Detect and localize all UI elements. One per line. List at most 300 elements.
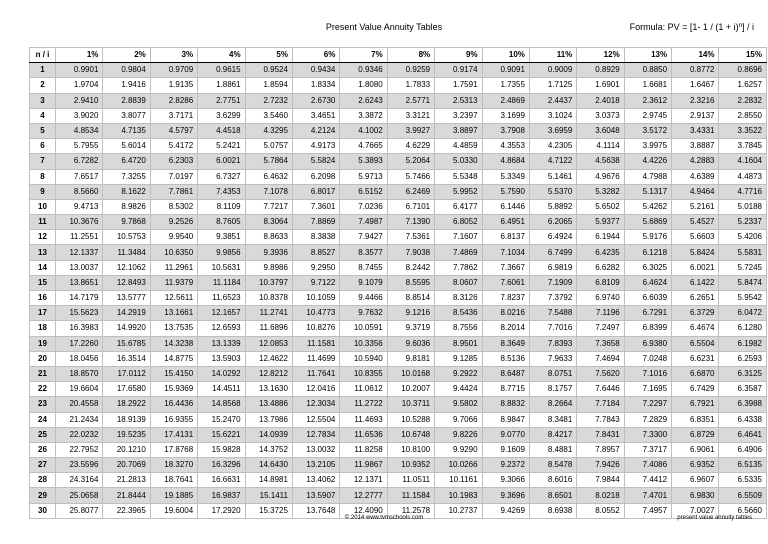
value-cell: 8.9847 xyxy=(482,412,529,427)
value-cell: 6.4906 xyxy=(719,442,767,457)
value-cell: 22.0232 xyxy=(56,427,103,442)
column-header: 10% xyxy=(482,48,529,63)
value-cell: 5.9713 xyxy=(340,169,387,184)
value-cell: 7.7184 xyxy=(577,397,624,412)
value-cell: 24.3164 xyxy=(56,473,103,488)
value-cell: 10.6748 xyxy=(387,427,434,442)
period-cell: 6 xyxy=(30,139,56,154)
value-cell: 19.6004 xyxy=(150,503,197,518)
period-cell: 19 xyxy=(30,336,56,351)
value-cell: 7.2829 xyxy=(624,412,671,427)
column-header: 4% xyxy=(198,48,245,63)
value-cell: 7.5488 xyxy=(529,306,576,321)
period-cell: 29 xyxy=(30,488,56,503)
value-cell: 6.9740 xyxy=(577,291,624,306)
value-cell: 7.5620 xyxy=(577,366,624,381)
value-cell: 0.9434 xyxy=(292,63,339,78)
value-cell: 18.3270 xyxy=(150,458,197,473)
value-cell: 8.3064 xyxy=(245,215,292,230)
value-cell: 9.8226 xyxy=(435,427,482,442)
table-row xyxy=(30,442,767,457)
value-cell: 4.1002 xyxy=(340,123,387,138)
value-cell: 3.6959 xyxy=(529,123,576,138)
value-cell: 8.5436 xyxy=(435,306,482,321)
value-cell: 1.8334 xyxy=(292,78,339,93)
value-cell: 4.2305 xyxy=(529,139,576,154)
value-cell: 12.8493 xyxy=(103,275,150,290)
table-header-row xyxy=(30,48,767,63)
table-row xyxy=(30,230,767,245)
value-cell: 0.9615 xyxy=(198,63,245,78)
value-cell: 2.9745 xyxy=(624,108,671,123)
footer-copyright: © 2014 www.tvmschools.com xyxy=(344,515,424,521)
value-cell: 11.1581 xyxy=(292,336,339,351)
value-cell: 9.9290 xyxy=(435,442,482,457)
value-cell: 16.3514 xyxy=(103,351,150,366)
value-cell: 3.9927 xyxy=(387,123,434,138)
value-cell: 3.9020 xyxy=(56,108,103,123)
value-cell: 17.4131 xyxy=(150,427,197,442)
value-cell: 2.2832 xyxy=(719,93,767,108)
period-cell: 15 xyxy=(30,275,56,290)
value-cell: 6.2303 xyxy=(150,154,197,169)
value-cell: 6.6870 xyxy=(672,366,719,381)
value-cell: 9.2922 xyxy=(435,366,482,381)
value-cell: 7.1016 xyxy=(624,366,671,381)
value-cell: 2.4437 xyxy=(529,93,576,108)
table-row xyxy=(30,321,767,336)
formula-prefix: Formula: PV = [1- 1 / (1 + i) xyxy=(629,22,739,32)
value-cell: 4.7122 xyxy=(529,154,576,169)
value-cell: 12.6593 xyxy=(198,321,245,336)
value-cell: 9.8986 xyxy=(245,260,292,275)
column-header: 2% xyxy=(103,48,150,63)
value-cell: 6.8017 xyxy=(292,184,339,199)
value-cell: 5.0757 xyxy=(245,139,292,154)
value-cell: 5.7864 xyxy=(245,154,292,169)
value-cell: 9.3066 xyxy=(482,473,529,488)
value-cell: 11.0511 xyxy=(387,473,434,488)
value-cell: 7.2497 xyxy=(577,321,624,336)
value-cell: 9.8181 xyxy=(387,351,434,366)
value-cell: 9.3696 xyxy=(482,488,529,503)
value-cell: 5.3349 xyxy=(482,169,529,184)
value-cell: 15.2470 xyxy=(198,412,245,427)
corner-header: n / i xyxy=(30,48,56,63)
value-cell: 9.2950 xyxy=(292,260,339,275)
value-cell: 13.1630 xyxy=(245,382,292,397)
value-cell: 7.3255 xyxy=(103,169,150,184)
table-row xyxy=(30,458,767,473)
table-row xyxy=(30,351,767,366)
value-cell: 9.4466 xyxy=(340,291,387,306)
value-cell: 25.8077 xyxy=(56,503,103,518)
value-cell: 0.9259 xyxy=(387,63,434,78)
value-cell: 3.1024 xyxy=(529,108,576,123)
value-cell: 4.4859 xyxy=(435,139,482,154)
value-cell: 4.8684 xyxy=(482,154,529,169)
value-cell: 9.3851 xyxy=(198,230,245,245)
table-row xyxy=(30,260,767,275)
value-cell: 0.8696 xyxy=(719,63,767,78)
value-cell: 15.9828 xyxy=(198,442,245,457)
value-cell: 6.0021 xyxy=(198,154,245,169)
value-cell: 4.5638 xyxy=(577,154,624,169)
value-cell: 3.5172 xyxy=(624,123,671,138)
value-cell: 7.1607 xyxy=(435,230,482,245)
value-cell: 0.9524 xyxy=(245,63,292,78)
value-cell: 0.9901 xyxy=(56,63,103,78)
value-cell: 5.0188 xyxy=(719,199,767,214)
value-cell: 6.3025 xyxy=(624,260,671,275)
value-cell: 9.4713 xyxy=(56,199,103,214)
column-header: 5% xyxy=(245,48,292,63)
value-cell: 7.7217 xyxy=(245,199,292,214)
value-cell: 6.5335 xyxy=(719,473,767,488)
value-cell: 7.7862 xyxy=(435,260,482,275)
period-cell: 13 xyxy=(30,245,56,260)
period-cell: 9 xyxy=(30,184,56,199)
value-cell: 6.9380 xyxy=(624,336,671,351)
value-cell: 2.4018 xyxy=(577,93,624,108)
value-cell: 10.2007 xyxy=(387,382,434,397)
value-cell: 3.9975 xyxy=(624,139,671,154)
value-cell: 6.4235 xyxy=(577,245,624,260)
value-cell: 19.1885 xyxy=(150,488,197,503)
value-cell: 6.2098 xyxy=(292,169,339,184)
value-cell: 1.9135 xyxy=(150,78,197,93)
value-cell: 6.5135 xyxy=(719,458,767,473)
value-cell: 10.3797 xyxy=(245,275,292,290)
value-cell: 12.0853 xyxy=(245,336,292,351)
value-cell: 7.1390 xyxy=(387,215,434,230)
annuity-table xyxy=(29,47,767,519)
table-row xyxy=(30,275,767,290)
value-cell: 15.4150 xyxy=(150,366,197,381)
value-cell: 11.1184 xyxy=(198,275,245,290)
value-cell: 5.8424 xyxy=(672,245,719,260)
value-cell: 0.9009 xyxy=(529,63,576,78)
formula-suffix: ] / i xyxy=(741,22,754,32)
value-cell: 15.1411 xyxy=(245,488,292,503)
value-cell: 9.7632 xyxy=(340,306,387,321)
value-cell: 11.6896 xyxy=(245,321,292,336)
page-title: Present Value Annuity Tables xyxy=(325,22,443,32)
value-cell: 8.8514 xyxy=(387,291,434,306)
value-cell: 10.1161 xyxy=(435,473,482,488)
column-header: 13% xyxy=(624,48,671,63)
value-cell: 10.9352 xyxy=(387,458,434,473)
value-cell: 1.6901 xyxy=(577,78,624,93)
value-cell: 6.4720 xyxy=(103,154,150,169)
value-cell: 8.6938 xyxy=(529,503,576,518)
value-cell: 4.7988 xyxy=(624,169,671,184)
value-cell: 13.4062 xyxy=(292,473,339,488)
value-cell: 11.8258 xyxy=(340,442,387,457)
table-row xyxy=(30,199,767,214)
column-header: 12% xyxy=(577,48,624,63)
value-cell: 11.0612 xyxy=(340,382,387,397)
value-cell: 7.7016 xyxy=(529,321,576,336)
value-cell: 7.4086 xyxy=(624,458,671,473)
value-cell: 19.6604 xyxy=(56,382,103,397)
value-cell: 6.7499 xyxy=(529,245,576,260)
value-cell: 9.1079 xyxy=(340,275,387,290)
value-cell: 4.9464 xyxy=(672,184,719,199)
value-cell: 5.7245 xyxy=(719,260,767,275)
value-cell: 6.5152 xyxy=(340,184,387,199)
value-cell: 4.4518 xyxy=(198,123,245,138)
column-header: 15% xyxy=(719,48,767,63)
value-cell: 10.1059 xyxy=(292,291,339,306)
value-cell: 2.5313 xyxy=(435,93,482,108)
value-cell: 10.4773 xyxy=(292,306,339,321)
value-cell: 7.7843 xyxy=(577,412,624,427)
value-cell: 8.7556 xyxy=(435,321,482,336)
value-cell: 5.8892 xyxy=(529,199,576,214)
value-cell: 6.8399 xyxy=(624,321,671,336)
value-cell: 3.7171 xyxy=(150,108,197,123)
value-cell: 14.9920 xyxy=(103,321,150,336)
value-cell: 6.4924 xyxy=(529,230,576,245)
value-cell: 6.1422 xyxy=(672,275,719,290)
value-cell: 3.4651 xyxy=(292,108,339,123)
value-cell: 5.0330 xyxy=(435,154,482,169)
table-body xyxy=(30,63,767,519)
value-cell: 6.7291 xyxy=(624,306,671,321)
table-row xyxy=(30,382,767,397)
value-cell: 8.5595 xyxy=(387,275,434,290)
value-cell: 7.6517 xyxy=(56,169,103,184)
value-cell: 15.6785 xyxy=(103,336,150,351)
table-row xyxy=(30,412,767,427)
value-cell: 17.6580 xyxy=(103,382,150,397)
value-cell: 10.0168 xyxy=(387,366,434,381)
period-cell: 17 xyxy=(30,306,56,321)
value-cell: 13.7986 xyxy=(245,412,292,427)
value-cell: 2.7751 xyxy=(198,93,245,108)
table-row xyxy=(30,306,767,321)
value-cell: 11.4699 xyxy=(292,351,339,366)
value-cell: 25.0658 xyxy=(56,488,103,503)
value-cell: 8.4881 xyxy=(529,442,576,457)
value-cell: 2.4869 xyxy=(482,93,529,108)
period-cell: 11 xyxy=(30,215,56,230)
value-cell: 5.9176 xyxy=(624,230,671,245)
value-cell: 1.7833 xyxy=(387,78,434,93)
value-cell: 8.2442 xyxy=(387,260,434,275)
table-row xyxy=(30,78,767,93)
value-cell: 9.0770 xyxy=(482,427,529,442)
period-cell: 16 xyxy=(30,291,56,306)
value-cell: 9.2526 xyxy=(150,215,197,230)
value-cell: 16.9355 xyxy=(150,412,197,427)
value-cell: 12.0416 xyxy=(292,382,339,397)
value-cell: 8.8527 xyxy=(292,245,339,260)
value-cell: 6.3988 xyxy=(719,397,767,412)
value-cell: 3.1699 xyxy=(482,108,529,123)
value-cell: 9.5802 xyxy=(435,397,482,412)
value-cell: 10.8276 xyxy=(292,321,339,336)
value-cell: 20.7069 xyxy=(103,458,150,473)
value-cell: 8.3481 xyxy=(529,412,576,427)
table-row xyxy=(30,397,767,412)
formula-label xyxy=(630,22,754,32)
value-cell: 7.4701 xyxy=(624,488,671,503)
value-cell: 13.5907 xyxy=(292,488,339,503)
value-cell: 8.6016 xyxy=(529,473,576,488)
value-cell: 4.2124 xyxy=(292,123,339,138)
value-cell: 6.8052 xyxy=(435,215,482,230)
value-cell: 5.2064 xyxy=(387,154,434,169)
value-cell: 3.4331 xyxy=(672,123,719,138)
value-cell: 10.5631 xyxy=(198,260,245,275)
value-cell: 8.0552 xyxy=(577,503,624,518)
value-cell: 8.3577 xyxy=(340,245,387,260)
value-cell: 7.8431 xyxy=(577,427,624,442)
period-cell: 7 xyxy=(30,154,56,169)
value-cell: 7.9426 xyxy=(577,458,624,473)
value-cell: 6.5504 xyxy=(672,336,719,351)
value-cell: 3.3121 xyxy=(387,108,434,123)
value-cell: 12.4090 xyxy=(340,503,387,518)
value-cell: 11.2741 xyxy=(245,306,292,321)
value-cell: 20.4558 xyxy=(56,397,103,412)
value-cell: 8.7455 xyxy=(340,260,387,275)
value-cell: 7.0236 xyxy=(340,199,387,214)
value-cell: 4.1114 xyxy=(577,139,624,154)
value-cell: 1.8861 xyxy=(198,78,245,93)
value-cell: 2.3612 xyxy=(624,93,671,108)
value-cell: 7.4353 xyxy=(198,184,245,199)
value-cell: 6.4674 xyxy=(672,321,719,336)
value-cell: 11.2578 xyxy=(387,503,434,518)
value-cell: 3.8897 xyxy=(435,123,482,138)
value-cell: 9.1285 xyxy=(435,351,482,366)
value-cell: 7.4694 xyxy=(577,351,624,366)
period-cell: 18 xyxy=(30,321,56,336)
value-cell: 7.7861 xyxy=(150,184,197,199)
value-cell: 0.9709 xyxy=(150,63,197,78)
value-cell: 11.4693 xyxy=(340,412,387,427)
value-cell: 8.2664 xyxy=(529,397,576,412)
column-header: 3% xyxy=(150,48,197,63)
value-cell: 3.8887 xyxy=(672,139,719,154)
value-cell: 0.9804 xyxy=(103,63,150,78)
value-cell: 22.7952 xyxy=(56,442,103,457)
table-row xyxy=(30,336,767,351)
table-row xyxy=(30,139,767,154)
value-cell: 18.0456 xyxy=(56,351,103,366)
value-cell: 20.1210 xyxy=(103,442,150,457)
value-cell: 18.7641 xyxy=(150,473,197,488)
value-cell: 7.9633 xyxy=(529,351,576,366)
value-cell: 5.5370 xyxy=(529,184,576,199)
value-cell: 13.1661 xyxy=(150,306,197,321)
value-cell: 7.8869 xyxy=(292,215,339,230)
value-cell: 9.4269 xyxy=(482,503,529,518)
value-cell: 6.3729 xyxy=(672,306,719,321)
value-cell: 7.4412 xyxy=(624,473,671,488)
value-cell: 1.8080 xyxy=(340,78,387,93)
value-cell: 9.7868 xyxy=(103,215,150,230)
value-cell: 7.8237 xyxy=(482,291,529,306)
value-cell: 6.5660 xyxy=(719,503,767,518)
value-cell: 6.9819 xyxy=(529,260,576,275)
value-cell: 2.8839 xyxy=(103,93,150,108)
formula-exponent: n xyxy=(738,23,742,29)
value-cell: 12.1371 xyxy=(340,473,387,488)
value-cell: 8.0216 xyxy=(482,306,529,321)
value-cell: 2.5771 xyxy=(387,93,434,108)
value-cell: 7.1078 xyxy=(245,184,292,199)
value-cell: 13.0032 xyxy=(292,442,339,457)
value-cell: 15.3725 xyxy=(245,503,292,518)
value-cell: 8.5136 xyxy=(482,351,529,366)
column-header: 11% xyxy=(529,48,576,63)
value-cell: 6.2593 xyxy=(719,351,767,366)
period-cell: 10 xyxy=(30,199,56,214)
value-cell: 10.5753 xyxy=(103,230,150,245)
value-cell: 0.8929 xyxy=(577,63,624,78)
value-cell: 5.6603 xyxy=(672,230,719,245)
value-cell: 6.3587 xyxy=(719,382,767,397)
value-cell: 7.1034 xyxy=(482,245,529,260)
value-cell: 7.3667 xyxy=(482,260,529,275)
value-cell: 9.1609 xyxy=(482,442,529,457)
value-cell: 1.6257 xyxy=(719,78,767,93)
value-cell: 5.6502 xyxy=(577,199,624,214)
value-cell: 8.0751 xyxy=(529,366,576,381)
value-cell: 3.8077 xyxy=(103,108,150,123)
value-cell: 2.9410 xyxy=(56,93,103,108)
value-cell: 5.4262 xyxy=(624,199,671,214)
value-cell: 16.9837 xyxy=(198,488,245,503)
period-cell: 5 xyxy=(30,123,56,138)
value-cell: 10.3356 xyxy=(340,336,387,351)
value-cell: 4.6389 xyxy=(672,169,719,184)
value-cell: 6.8137 xyxy=(482,230,529,245)
value-cell: 4.6229 xyxy=(387,139,434,154)
value-cell: 13.8651 xyxy=(56,275,103,290)
value-cell: 14.4511 xyxy=(198,382,245,397)
value-cell: 8.6487 xyxy=(482,366,529,381)
value-cell: 7.4957 xyxy=(624,503,671,518)
value-cell: 15.6221 xyxy=(198,427,245,442)
value-cell: 6.6039 xyxy=(624,291,671,306)
value-cell: 22.3965 xyxy=(103,503,150,518)
value-cell: 2.6730 xyxy=(292,93,339,108)
value-cell: 8.9501 xyxy=(435,336,482,351)
value-cell: 23.5596 xyxy=(56,458,103,473)
value-cell: 6.5509 xyxy=(719,488,767,503)
value-cell: 14.8775 xyxy=(150,351,197,366)
value-cell: 6.1982 xyxy=(719,336,767,351)
value-cell: 9.9540 xyxy=(150,230,197,245)
value-cell: 12.8212 xyxy=(245,366,292,381)
value-cell: 7.3717 xyxy=(624,442,671,457)
value-cell: 5.5348 xyxy=(435,169,482,184)
value-cell: 3.7845 xyxy=(719,139,767,154)
value-cell: 9.7122 xyxy=(292,275,339,290)
value-cell: 13.5903 xyxy=(198,351,245,366)
value-cell: 10.1983 xyxy=(435,488,482,503)
value-cell: 7.8957 xyxy=(577,442,624,457)
value-cell: 10.5940 xyxy=(340,351,387,366)
value-cell: 6.9352 xyxy=(672,458,719,473)
value-cell: 3.3522 xyxy=(719,123,767,138)
value-cell: 4.4226 xyxy=(624,154,671,169)
